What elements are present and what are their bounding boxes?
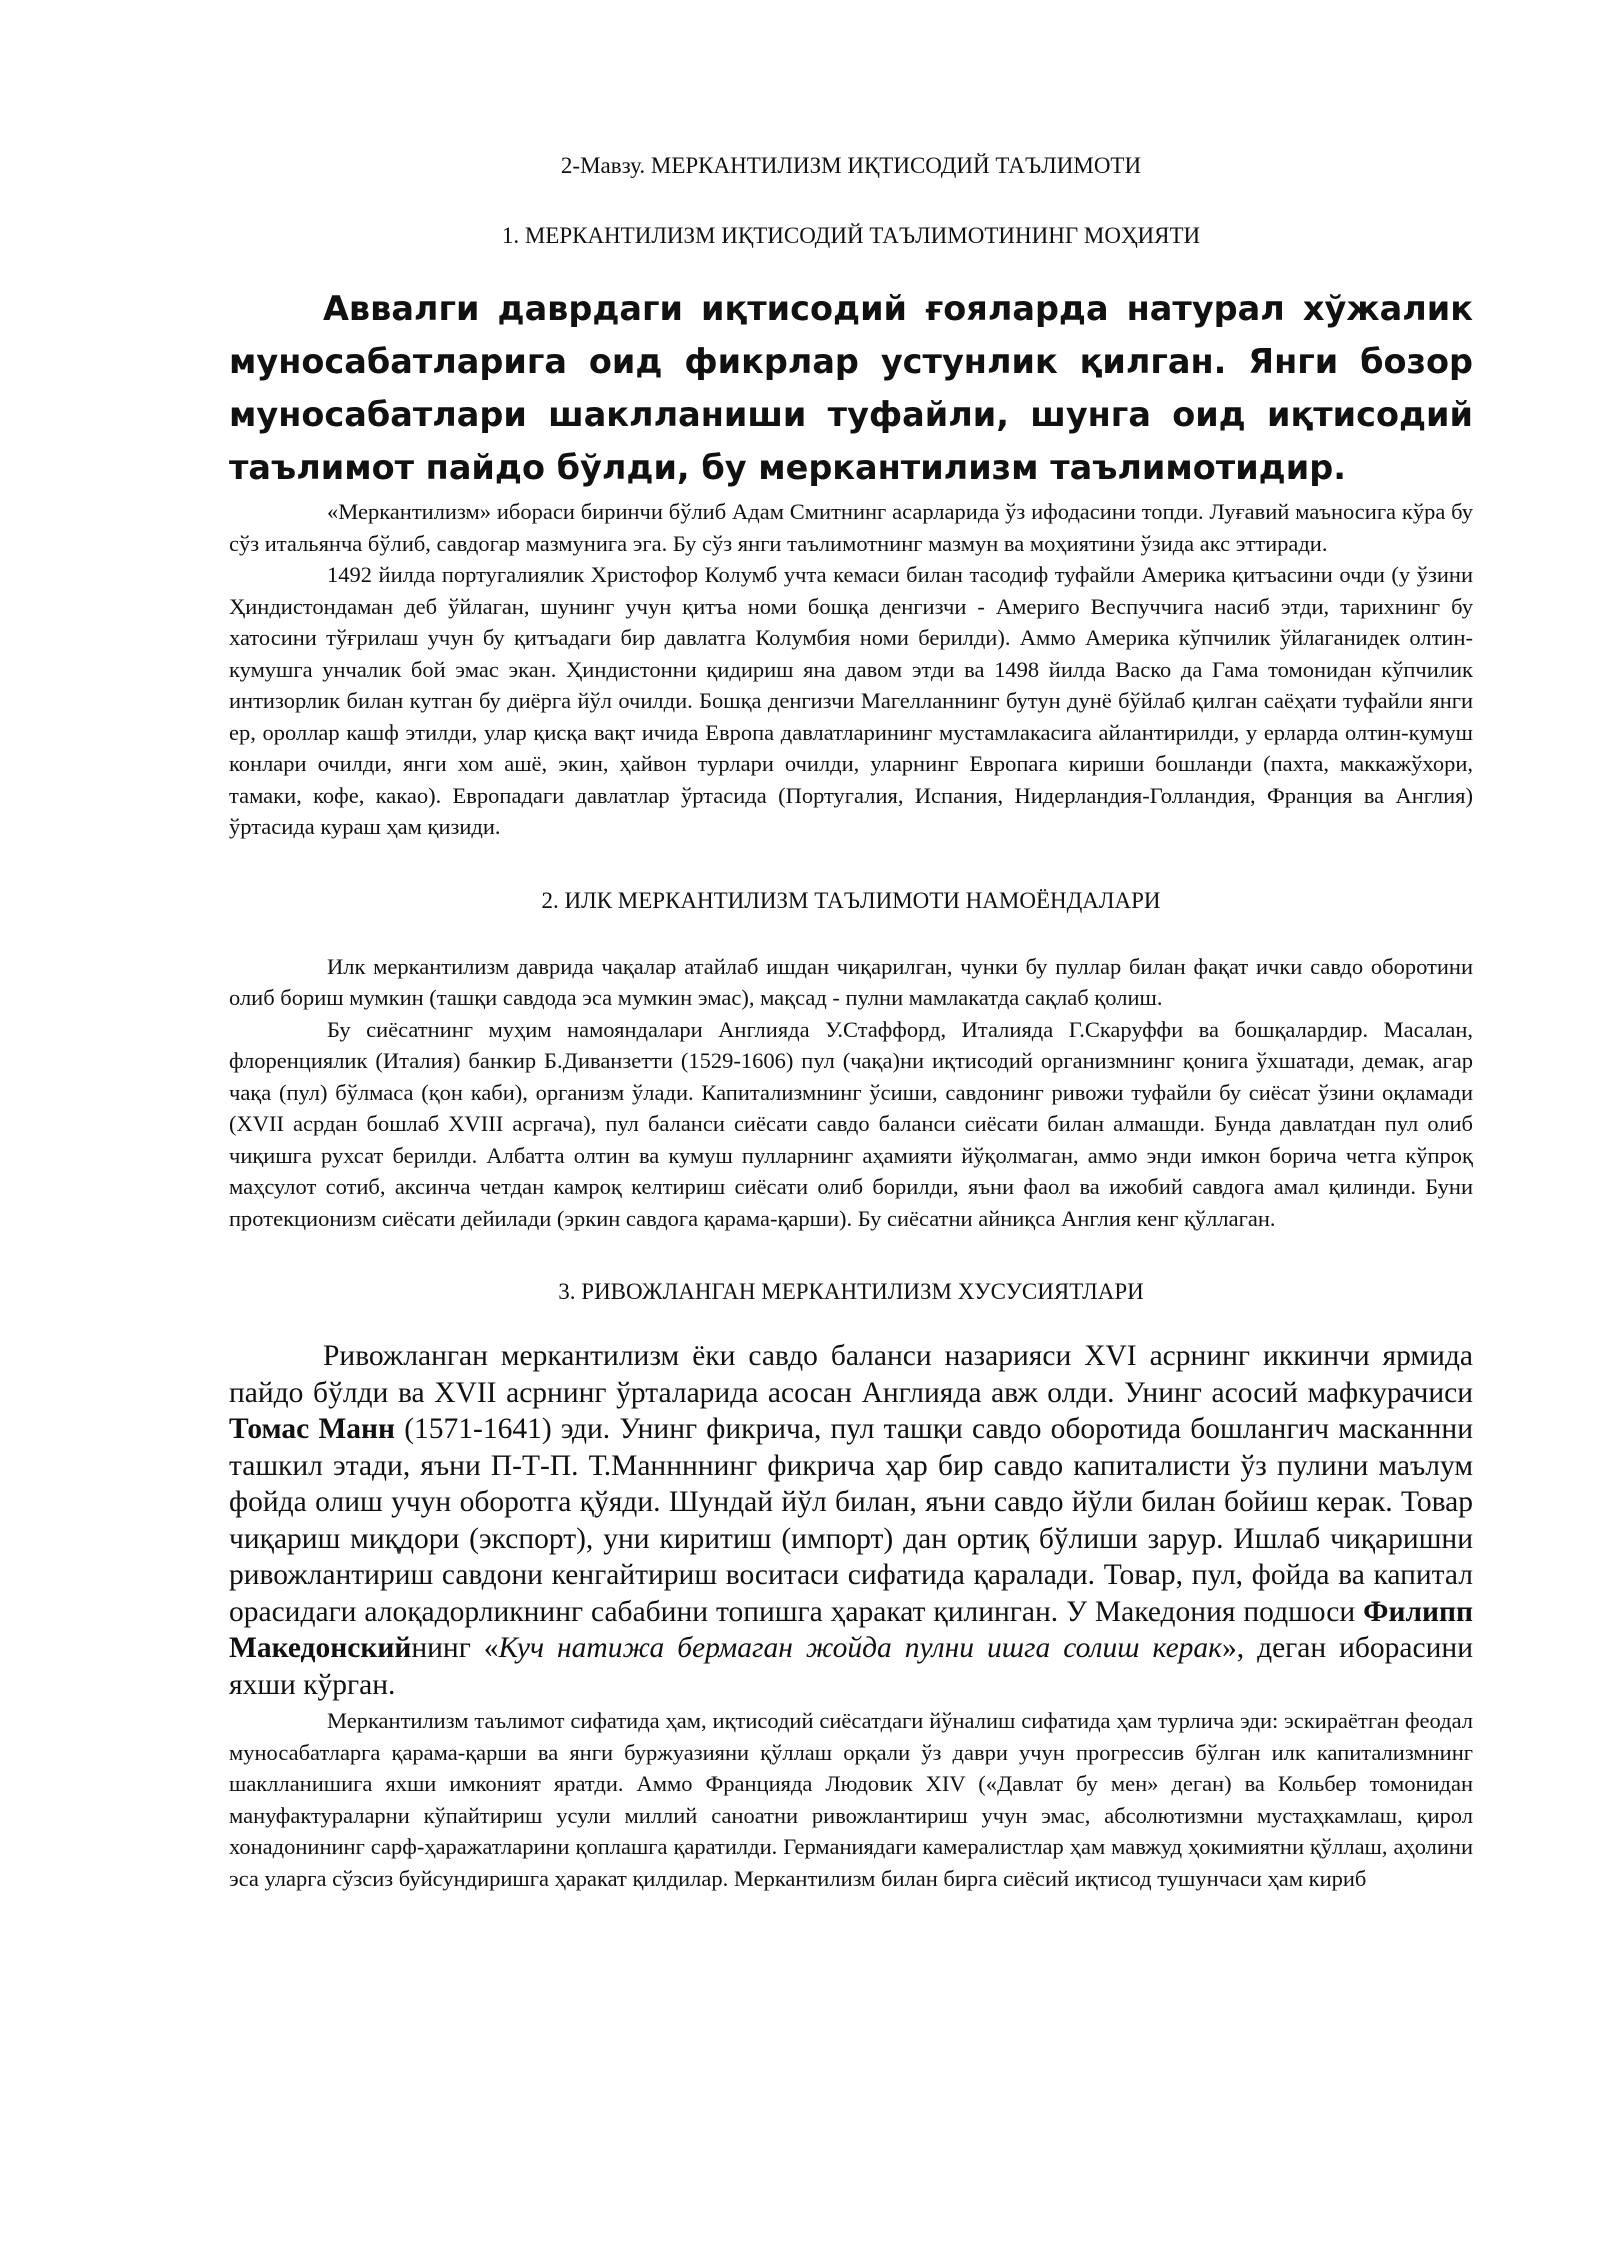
section-heading-3: 3. РИВОЖЛАНГАН МЕРКАНТИЛИЗМ ХУСУСИЯТЛАРИ (558, 1279, 1144, 1304)
section3-paragraph-2: Меркантилизм таълимот сифатида ҳам, иқтисодий сиёсатдаги йўналиш сифатида ҳам турлича эди: эскираётган феодал муносабатларга қарама-қарши ва янги буржуазияни қўллаш орқали ўз даври учун прогрессив бўлган илк капитализмнинг шаклланишига яхши имконият яратди. Аммо Францияда Людовик XIV («Давлат бу мен» деган) ва Кольбер томонидан мануфактураларни кўпайтириш усули миллий саноатни ривожлантириш учун эмас, абсолютизмни мустаҳкамлаш, қирол хонадонининг сарф-ҳаражатларини қоплашга қаратилди. Германиядаги камералистлар ҳам мавжуд ҳокимиятни қўллаш, аҳолини эса уларга сўзсиз буйсундиришга ҳаракат қилдилар. Меркантилизм билан бирга сиёсий иқтисод тушунчаси ҳам кириб (229, 1708, 1473, 1891)
section3-text-d: », деган иборасини яхши кўрган. (229, 1632, 1473, 1701)
section-heading-2: 2. ИЛК МЕРКАНТИЛИЗМ ТАЪЛИМОТИ НАМОЁНДАЛАРИ (541, 887, 1161, 913)
section3-text-b: (1571-1641) эди. Унинг фикрича, пул ташқи савдо оборотида бошлангич масканнни ташкил этади, яъни П-Т-П. Т.Маннннинг фикрича ҳар бир савдо капиталисти ўз пулини маълум фойда олиш учун оборотга қўяди. Шундай йўл билан, яъни савдо йўли билан бойиш керак. Товар чиқариш миқдори (экспорт), уни киритиш (импорт) дан ортиқ бўлиши зарур. Ишлаб чиқаришни ривожлантириш савдони кенгайтириш воситаси сифатида қаралади. Товар, пул, фойда ва капитал орасидаги алоқадорликнинг сабабини топишга ҳаракат қилинган. У Македония подшоси (229, 1413, 1473, 1628)
section3-text-c: нинг « (411, 1632, 499, 1664)
lead-paragraph: Аввалги даврдаги иқтисодий ғояларда натурал хўжалик муносабатларига оид фикрлар устунлик қилган. Янги бозор муносабатлари шаклланиши туфайли, шунга оид иқтисодий таълимот пайдо бўлди, бу меркантилизм таълимотидир. (229, 289, 1473, 487)
quote-text: Куч натижа бермаган жойда пулни ишга солиш керак (498, 1632, 1222, 1664)
section1-paragraph-1: «Меркантилизм» ибораси биринчи бўлиб Адам Смитнинг асарларида ўз ифодасини топди. Луғавий маъносига кўра бу сўз итальянча бўлиб, савдогар мазмунига эга. Бу сўз янги таълимотнинг мазмун ва моҳиятини ўзида акс эттиради. (229, 499, 1473, 556)
section3-paragraph-1 (229, 1338, 1473, 1703)
document-title: 2-Мавзу. МЕРКАНТИЛИЗМ ИҚТИСОДИЙ ТАЪЛИМОТИ (560, 153, 1142, 178)
person-name-philip-macedon: Филипп Македонский (229, 1595, 1473, 1664)
section3-text-a: Ривожланган меркантилизм ёки савдо баланси назарияси XVI асрнинг иккинчи ярмида пайдо бўлди ва XVII асрнинг ўрталарида асосан Англияда авж олди. Унинг асосий мафкурачиси (229, 1340, 1473, 1409)
document-content (229, 150, 1473, 1894)
person-name-thomas-mun: Томас Манн (229, 1413, 396, 1445)
section1-paragraph-2: 1492 йилда португалиялик Христофор Колумб учта кемаси билан тасодиф туфайли Америка қитъасини очди (у ўзини Ҳиндистондаман деб ўйлаган, шунинг учун қитъа номи бошқа денгизчи - Америго Веспуччига насиб этди, тарихнинг бу хатосини тўғрилаш учун бу қитъадаги бир давлатга Колумбия номи берилди). Аммо Америка кўпчилик ўйлаганидек олтин-кумушга унчалик бой эмас экан. Ҳиндистонни қидириш яна давом этди ва 1498 йилда Васко да Гама томонидан кўпчилик интизорлик билан кутган бу диёрга йўл очилди. Бошқа денгизчи Магелланнинг бутун дунё бўйлаб қилган саёҳати туфайли янги ер, ороллар кашф этилди, улар қисқа вақт ичида Европа давлатларининг мустамлакасига айлантирилди, у ерларда олтин-кумуш конлари очилди, янги хом ашё, экин, ҳайвон турлари очилди, уларнинг Европага кириши бошланди (пахта, маккажўхори, тамаки, кофе, какао). Европадаги давлатлар ўртасида (Португалия, Испания, Нидерландия-Голландия, Франция ва Англия) ўртасида кураш ҳам қизиди. (229, 562, 1473, 839)
section2-paragraph-1: Илк меркантилизм даврида чақалар атайлаб ишдан чиқарилган, чунки бу пуллар билан фақат ички савдо оборотини олиб бориш мумкин (ташқи савдода эса мумкин эмас), мақсад - пулни мамлакатда сақлаб қолиш. (229, 953, 1473, 1010)
section-heading-1: 1. МЕРКАНТИЛИЗМ ИҚТИСОДИЙ ТАЪЛИМОТИНИНГ МОҲИЯТИ (501, 223, 1201, 248)
section2-paragraph-2: Бу сиёсатнинг муҳим намояндалари Англияда У.Стаффорд, Италияда Г.Скаруффи ва бошқалардир. Масалан, флоренциялик (Италия) банкир Б.Диванзетти (1529-1606) пул (чақа)ни иқтисодий организмнинг қонига ўхшатади, демак, агар чақа (пул) бўлмаса (қон каби), организм ўлади. Капитализмнинг ўсиши, савдонинг ривожи туфайли бу сиёсат ўзини оқламади (XVII асрдан бошлаб XVIII асргача), пул баланси сиёсати савдо баланси сиёсати билан алмашди. Бунда давлатдан пул олиб чиқишга рухсат берилди. Албатта олтин ва кумуш пулларнинг аҳамияти йўқолмаган, аммо энди имкон борича четга кўпроқ маҳсулот сотиб, аксинча четдан камроқ келтириш сиёсати олиб борилди, яъни фаол ва ижобий савдога амал қилинди. Буни протекционизм сиёсати дейилади (эркин савдога қарама-қарши). Бу сиёсатни айниқса Англия кенг қўллаган. (229, 1016, 1473, 1231)
